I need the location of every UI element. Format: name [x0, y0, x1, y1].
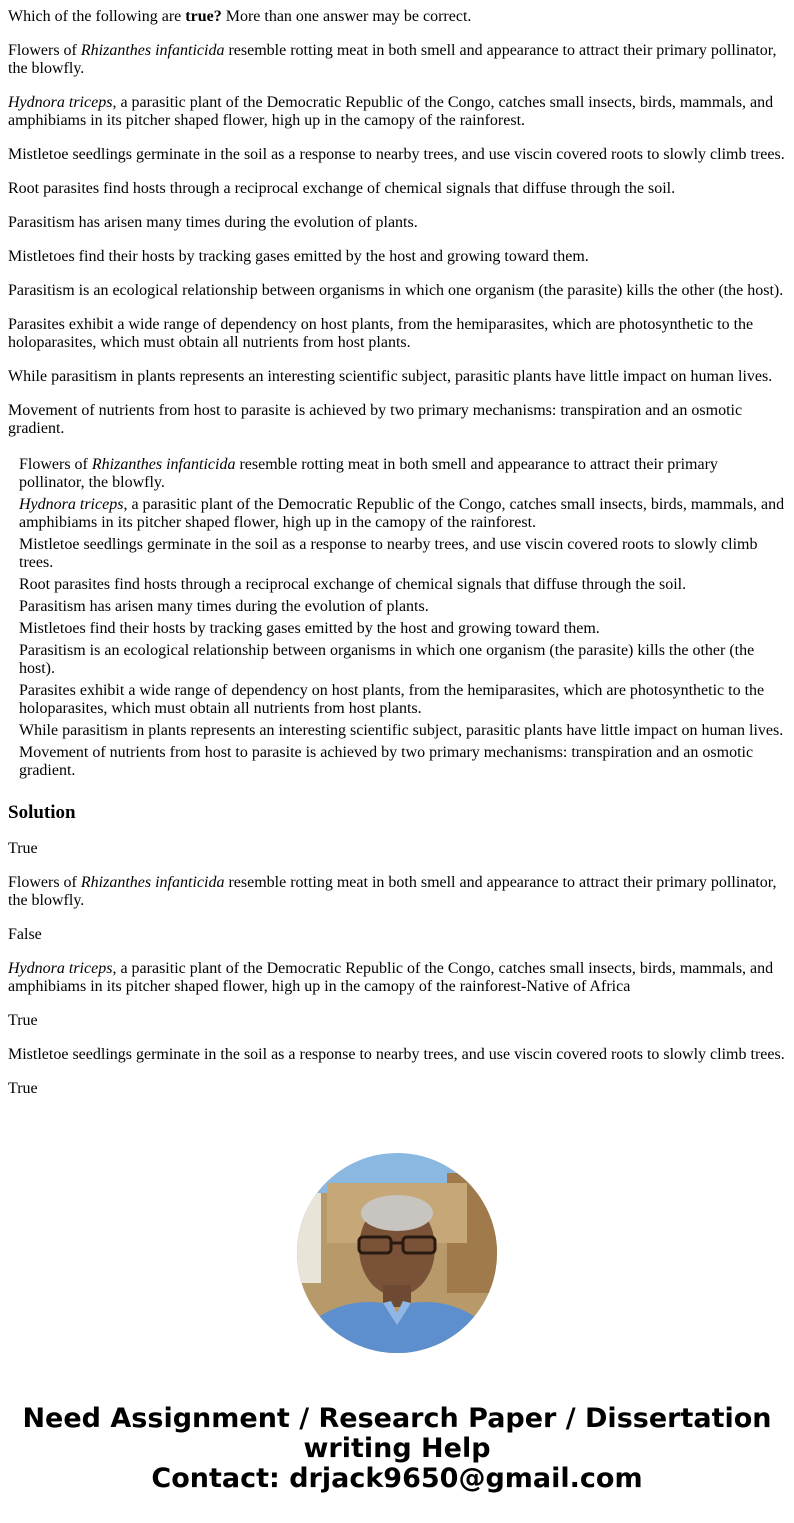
statement-text: Parasitism has arisen many times during the evolution of plants. [19, 598, 429, 615]
statement-text: Parasitism is an ecological relationship between organisms in which one organism (the parasite) kills the other (the host). [19, 642, 755, 677]
statement-paragraph [8, 42, 786, 78]
species-name: Rhizanthes infanticida [80, 42, 225, 59]
promo-line-3: Contact: drjack9650@gmail.com [151, 1463, 643, 1494]
species-name: Hydnora triceps [19, 496, 124, 513]
promo-line-2: writing Help [303, 1433, 491, 1464]
statement-text: Mistletoe seedlings germinate in the soil as a response to nearby trees, and use viscin covered roots to slowly climb trees. [19, 536, 758, 571]
answer-options-list [19, 456, 786, 780]
author-avatar [297, 1153, 497, 1353]
species-name: Rhizanthes infanticida [80, 874, 225, 891]
statement-text: Flowers of [19, 456, 92, 473]
solution-statement [8, 960, 786, 996]
solution-verdict: False [8, 926, 42, 943]
statement-paragraph [8, 316, 786, 352]
answer-option [19, 642, 786, 678]
answer-option [19, 536, 786, 572]
statement-paragraph [8, 248, 786, 266]
answer-option [19, 682, 786, 718]
statement-text: While parasitism in plants represents an interesting scientific subject, parasitic plants have little impact on human lives. [8, 368, 773, 385]
solution-statement [8, 874, 786, 910]
statement-paragraph [8, 180, 786, 198]
solution-verdict: True [8, 1012, 38, 1029]
statement-paragraphs [8, 42, 786, 438]
solution-statement [8, 1046, 786, 1064]
statement-text: Mistletoes find their hosts by tracking gases emitted by the host and growing toward them. [19, 620, 600, 637]
answer-option [19, 620, 786, 638]
statement-text: Movement of nutrients from host to parasite is achieved by two primary mechanisms: transpiration and an osmotic gradient. [8, 402, 743, 437]
statement-text: Parasites exhibit a wide range of dependency on host plants, from the hemiparasites, which are photosynthetic to the holoparasites, which must obtain all nutrients from host plants. [19, 682, 765, 717]
statement-text: While parasitism in plants represents an interesting scientific subject, parasitic plants have little impact on human lives. [19, 722, 784, 739]
species-name: Rhizanthes infanticida [91, 456, 236, 473]
solution-heading: Solution [8, 802, 76, 823]
promo-line-1: Need Assignment / Research Paper / Dissertation [22, 1403, 772, 1434]
statement-text: Parasitism is an ecological relationship between organisms in which one organism (the parasite) kills the other (the host). [8, 282, 784, 299]
statement-text: , a parasitic plant of the Democratic Republic of the Congo, catches small insects, birds, mammals, and amphibiams in its pitcher shaped flower, high up in the camopy of the rainforest-Native of Africa [8, 960, 774, 995]
solution-verdict: True [8, 1080, 38, 1097]
statement-text: Movement of nutrients from host to parasite is achieved by two primary mechanisms: transpiration and an osmotic gradient. [19, 744, 754, 779]
statement-text: , a parasitic plant of the Democratic Republic of the Congo, catches small insects, birds, mammals, and amphibiams in its pitcher shaped flower, high up in the camopy of the rainforest. [8, 94, 774, 129]
species-name: Hydnora triceps [8, 94, 113, 111]
statement-paragraph [8, 368, 786, 386]
statement-text: resemble rotting meat in both smell and appearance to attract their primary pollinator, the blowfly. [8, 42, 777, 77]
statement-text: Parasites exhibit a wide range of dependency on host plants, from the hemiparasites, which are photosynthetic to the holoparasites, which must obtain all nutrients from host plants. [8, 316, 754, 351]
statement-text: Root parasites find hosts through a reciprocal exchange of chemical signals that diffuse through the soil. [19, 576, 687, 593]
species-name: Hydnora triceps [8, 960, 113, 977]
answer-option [19, 744, 786, 780]
statement-paragraph [8, 214, 786, 232]
statement-paragraph [8, 146, 786, 164]
statement-text: Mistletoes find their hosts by tracking gases emitted by the host and growing toward them. [8, 248, 589, 265]
statement-text: resemble rotting meat in both smell and appearance to attract their primary pollinator, the blowfly. [19, 456, 718, 491]
page-content [8, 0, 786, 1098]
statement-text: Parasitism has arisen many times during the evolution of plants. [8, 214, 418, 231]
answer-option [19, 576, 786, 594]
statement-text: Mistletoe seedlings germinate in the soil as a response to nearby trees, and use viscin covered roots to slowly climb trees. [8, 1046, 785, 1063]
statement-paragraph [8, 402, 786, 438]
question-intro: Which of the following are true? More than one answer may be correct. [8, 8, 472, 25]
statement-text: Root parasites find hosts through a reciprocal exchange of chemical signals that diffuse through the soil. [8, 180, 676, 197]
statement-text: resemble rotting meat in both smell and appearance to attract their primary pollinator, the blowfly. [8, 874, 777, 909]
question-intro-bold: true? [185, 8, 222, 25]
statement-text: Mistletoe seedlings germinate in the soil as a response to nearby trees, and use viscin covered roots to slowly climb trees. [8, 146, 785, 163]
statement-paragraph [8, 94, 786, 130]
solution-body [8, 840, 786, 1098]
answer-option [19, 722, 786, 740]
statement-text: Flowers of [8, 874, 81, 891]
statement-text: , a parasitic plant of the Democratic Republic of the Congo, catches small insects, birds, mammals, and amphibiams in its pitcher shaped flower, high up in the camopy of the rainforest. [19, 496, 785, 531]
author-photo [297, 1153, 497, 1353]
solution-verdict: True [8, 840, 38, 857]
answer-option [19, 456, 786, 492]
promo-banner [0, 1404, 794, 1494]
statement-text: Flowers of [8, 42, 81, 59]
answer-option [19, 496, 786, 532]
statement-paragraph [8, 282, 786, 300]
answer-option [19, 598, 786, 616]
